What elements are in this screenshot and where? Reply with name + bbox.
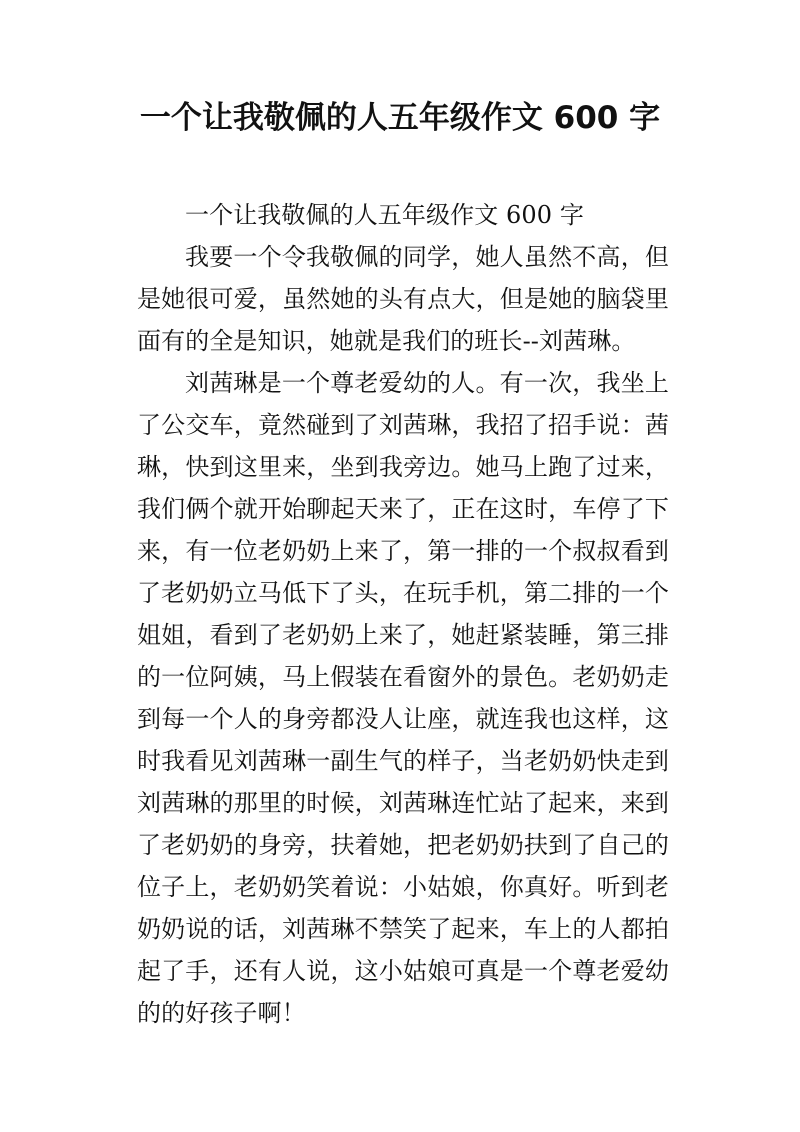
document-title: 一个让我敬佩的人五年级作文 600 字 (139, 100, 661, 136)
document-body (137, 194, 669, 1034)
document-subtitle: 一个让我敬佩的人五年级作文 600 字 (185, 201, 584, 229)
paragraph-story: 刘茜琳是一个尊老爱幼的人。有一次，我坐上了公交车，竟然碰到了刘茜琳，我招了招手说：茜琳，快到这里来，坐到我旁边。她马上跑了过来，我们俩个就开始聊起天来了，正在这时，车停了下来，有一位老奶奶上来了，第一排的一个叔叔看到了老奶奶立马低下了头，在玩手机，第二排的一个姐姐，看到了老奶奶上来了，她赶紧装睡，第三排的一位阿姨，马上假装在看窗外的景色。老奶奶走到每一个人的身旁都没人让座，就连我也这样，这时我看见刘茜琳一副生气的样子，当老奶奶快走到刘茜琳的那里的时候，刘茜琳连忙站了起来，来到了老奶奶的身旁，扶着她，把老奶奶扶到了自己的位子上，老奶奶笑着说：小姑娘，你真好。听到老奶奶说的话，刘茜琳不禁笑了起来，车上的人都拍起了手，还有人说，这小姑娘可真是一个尊老爱幼的的好孩子啊！ (137, 369, 669, 1027)
paragraph-intro: 我要一个令我敬佩的同学，她人虽然不高，但是她很可爱，虽然她的头有点大，但是她的脑袋里面有的全是知识，她就是我们的班长--刘茜琳。 (137, 243, 669, 355)
